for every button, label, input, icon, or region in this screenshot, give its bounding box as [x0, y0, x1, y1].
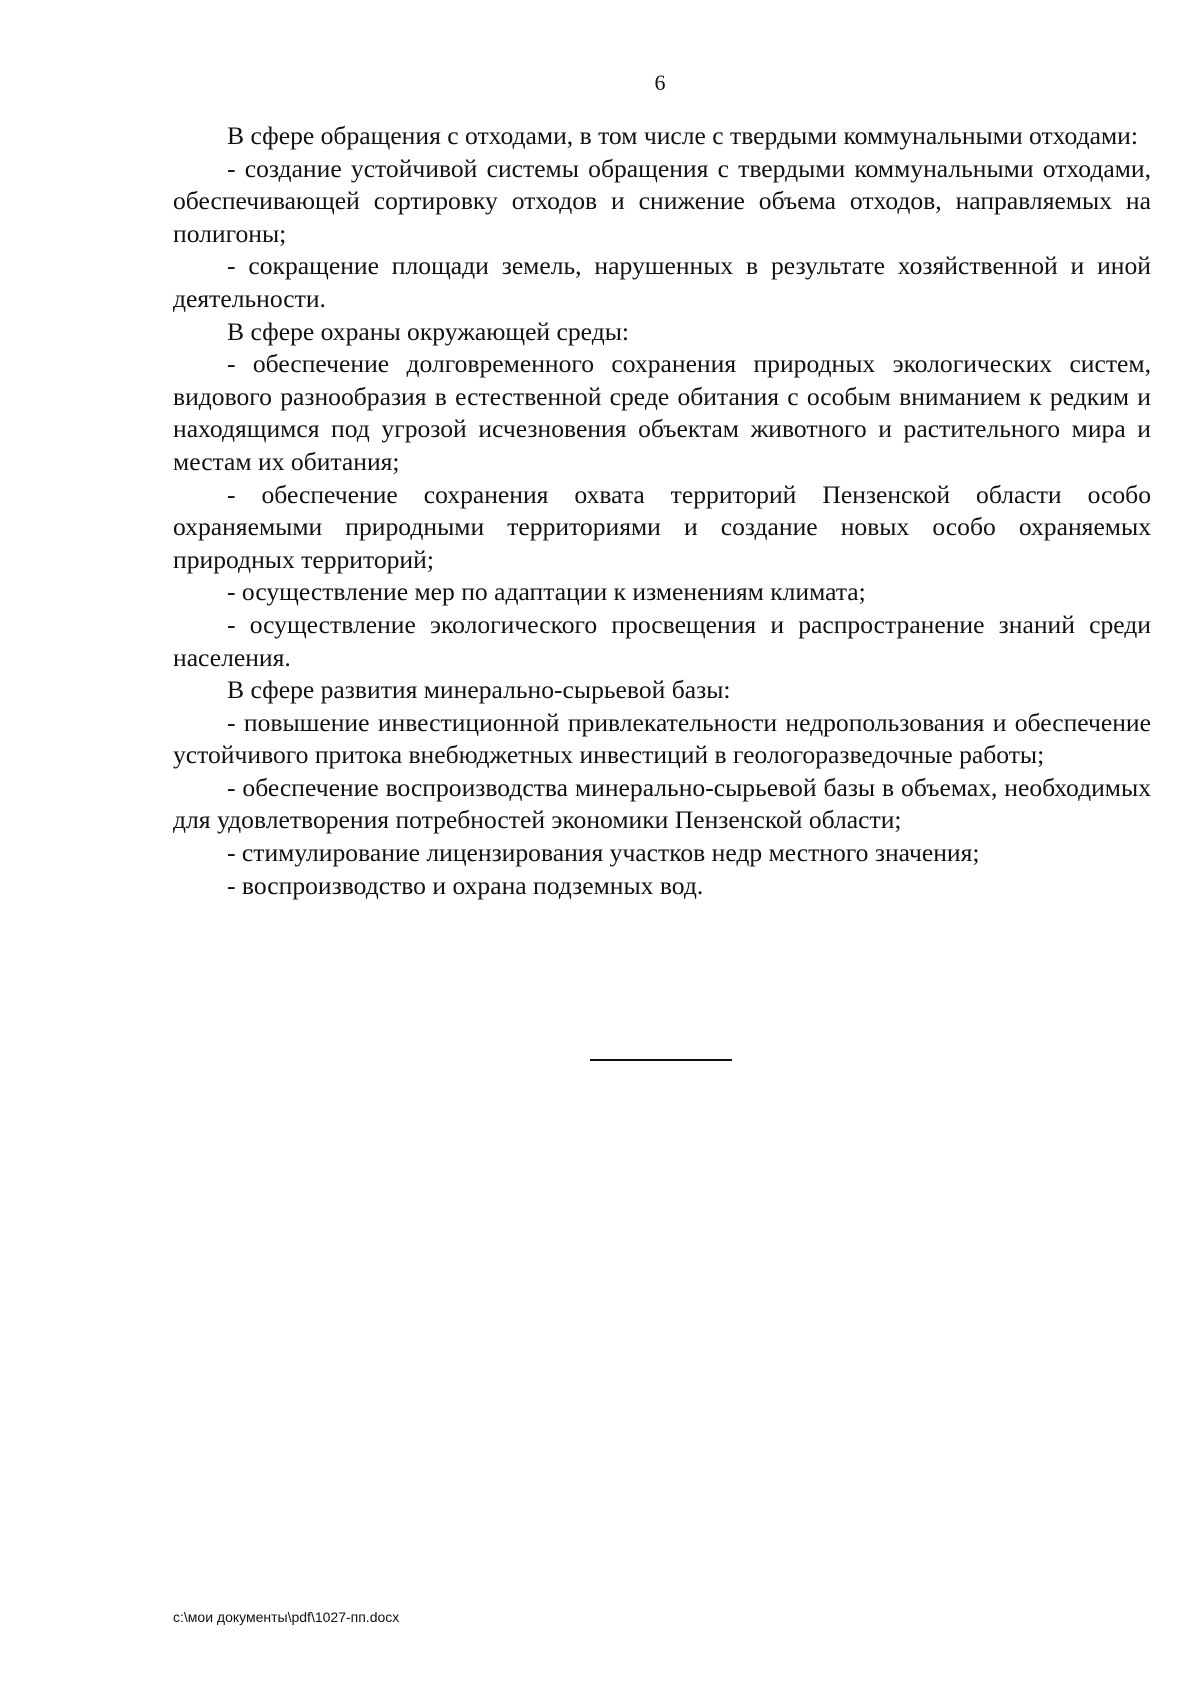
end-divider [590, 1059, 732, 1061]
paragraph-investment-attractiveness: - повышение инвестиционной привлекательности недропользования и обеспечение устойчивого притока внебюджетных инвестиций в геологоразведочные работы; [173, 707, 1151, 770]
paragraph-ecological-education: - осуществление экологического просвещения и распространение знаний среди населения. [173, 609, 1151, 672]
paragraph-mineral-heading: В сфере развития минерально-сырьевой базы: [227, 675, 731, 705]
paragraph-groundwater: - воспроизводство и охрана подземных вод. [227, 870, 704, 900]
paragraph-ecosystem-preservation: - обеспечение долговременного сохранения природных экологических систем, видового разнообразия в естественной среде обитания с особым вниманием к редким и находящимся под угрозой исчезновения объектам животного и растительного мира и местам их обитания; [173, 349, 1151, 476]
paragraph-land-reduction: - сокращение площади земель, нарушенных в результате хозяйственной и иной деятельности. [173, 251, 1151, 313]
page-number: 6 [654, 70, 666, 95]
paragraph-climate-adaptation: - осуществление мер по адаптации к изменениям климата; [227, 577, 866, 607]
paragraph-licensing: - стимулирование лицензирования участков недр местного значения; [227, 838, 980, 868]
document-body [173, 120, 1151, 902]
footer-file-path: c:\мои документы\pdf\1027-пп.docx [173, 1609, 400, 1625]
paragraph-environment-heading: В сфере охраны окружающей среды: [227, 316, 630, 346]
paragraph-protected-territories: - обеспечение сохранения охвата территорий Пензенской области особо охраняемыми природными территориями и создание новых особо охраняемых природных территорий; [173, 479, 1151, 574]
paragraph-mineral-reproduction: - обеспечение воспроизводства минерально-сырьевой базы в объемах, необходимых для удовлетворения потребностей экономики Пензенской области; [173, 772, 1151, 835]
paragraph-waste-system: - создание устойчивой системы обращения с твердыми коммунальными отходами, обеспечивающей сортировку отходов и снижение объема отходов, направляемых на полигоны; [173, 153, 1151, 248]
paragraph-waste-heading: В сфере обращения с отходами, в том числе с твердыми коммунальными отходами: [227, 121, 1138, 150]
